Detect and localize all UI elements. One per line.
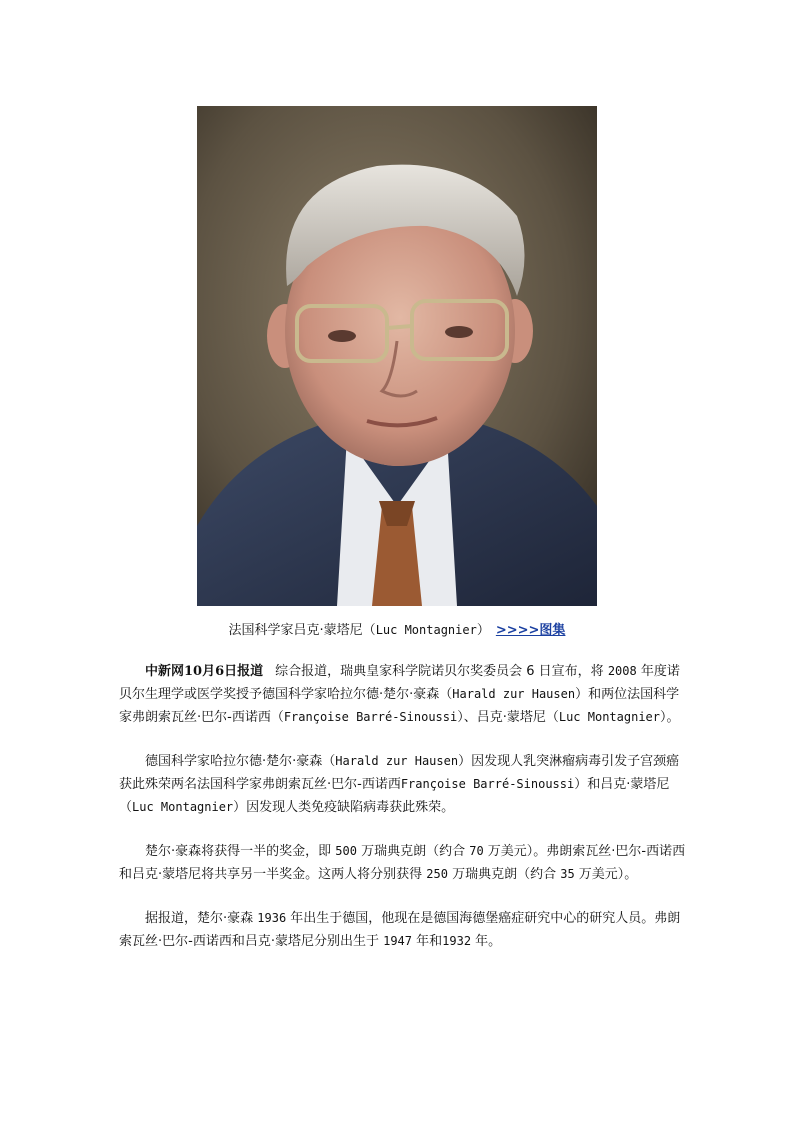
p1-text-a: 综合报道，瑞典皇家科学院诺贝尔奖委员会 6 日宣布，将: [275, 664, 608, 679]
p4-birth-year-montagnier: 1932: [442, 934, 472, 948]
p4-birth-year-hausen: 1936: [257, 911, 287, 925]
p1-luc-name: Luc Montagnier: [558, 710, 661, 724]
gallery-link[interactable]: >>>>图集: [495, 623, 566, 638]
p3-text-a: 楚尔·豪森将获得一半的奖金，即: [145, 844, 336, 859]
photo-caption: [0, 620, 794, 641]
p1-barre-name: Françoise Barré-Sinoussi: [283, 710, 458, 724]
p2-hausen-name: Harald zur Hausen: [335, 754, 459, 768]
p2-luc-name: Luc Montagnier: [132, 800, 234, 814]
article-body: [119, 660, 689, 974]
caption-close-paren: ）: [476, 623, 490, 638]
paragraph-3: [119, 840, 689, 886]
portrait-illustration: [197, 106, 597, 606]
paragraph-4: [119, 907, 689, 953]
caption-text: 法国科学家吕克·蒙塔尼（: [228, 623, 376, 638]
p4-birth-year-barre: 1947: [383, 934, 412, 948]
p3-text-c: 万美元）。弗朗索瓦丝·巴尔-西诺西和吕克·蒙塔尼将共享另一半奖金。这两人将分别获得: [119, 844, 686, 882]
p3-share-amount: 250: [426, 867, 448, 881]
p4-text-b: 年出生于德国，他现在是德国海德堡癌症研究中心的研究人员。弗朗索瓦丝·巴尔-西诺西和吕克·蒙塔尼分别出生于: [119, 911, 681, 949]
paragraph-1: [119, 660, 689, 729]
p3-text-e: 万美元）。: [574, 867, 638, 882]
p3-text-d: 万瑞典克朗（约合: [447, 867, 561, 882]
p1-text-d: ）、吕克·蒙塔尼（: [457, 710, 559, 725]
p2-barre-name: Françoise Barré-Sinoussi: [400, 777, 575, 791]
p2-text-d: ）因发现人类免疫缺陷病毒获此殊荣。: [233, 800, 455, 815]
p3-prize-amount: 500: [335, 844, 357, 858]
p1-text-c: ）和两位法国科学家弗朗索瓦丝·巴尔-西诺西（: [119, 687, 680, 725]
paragraph-2: [119, 750, 689, 819]
p2-text-a: 德国科学家哈拉尔德·楚尔·豪森（: [145, 754, 336, 769]
portrait-photo: [197, 106, 597, 606]
p1-hausen-name: Harald zur Hausen: [452, 687, 576, 701]
p2-text-c: ）和吕克·蒙塔尼（: [119, 777, 670, 815]
p3-share-usd: 35: [560, 867, 575, 881]
p2-text-b: ）因发现人乳突淋瘤病毒引发子宫颈癌获此殊荣两名法国科学家弗朗索瓦丝·巴尔-西诺西: [119, 754, 680, 792]
p3-text-b: 万瑞典克朗（约合: [356, 844, 470, 859]
caption-english-name: Luc Montagnier: [375, 623, 477, 637]
p4-text-a: 据报道，楚尔·豪森: [145, 911, 258, 926]
p4-text-c: 年和: [412, 934, 443, 949]
p1-year: 2008: [607, 664, 637, 678]
p3-usd-amount: 70: [469, 844, 484, 858]
p4-text-d: 年。: [471, 934, 502, 949]
p1-text-e: ）。: [660, 710, 680, 725]
p1-text-b: 年度诺贝尔生理学或医学奖授予德国科学家哈拉尔德·楚尔·豪森（: [119, 664, 680, 702]
dateline: 中新网10月6日报道: [145, 664, 264, 679]
